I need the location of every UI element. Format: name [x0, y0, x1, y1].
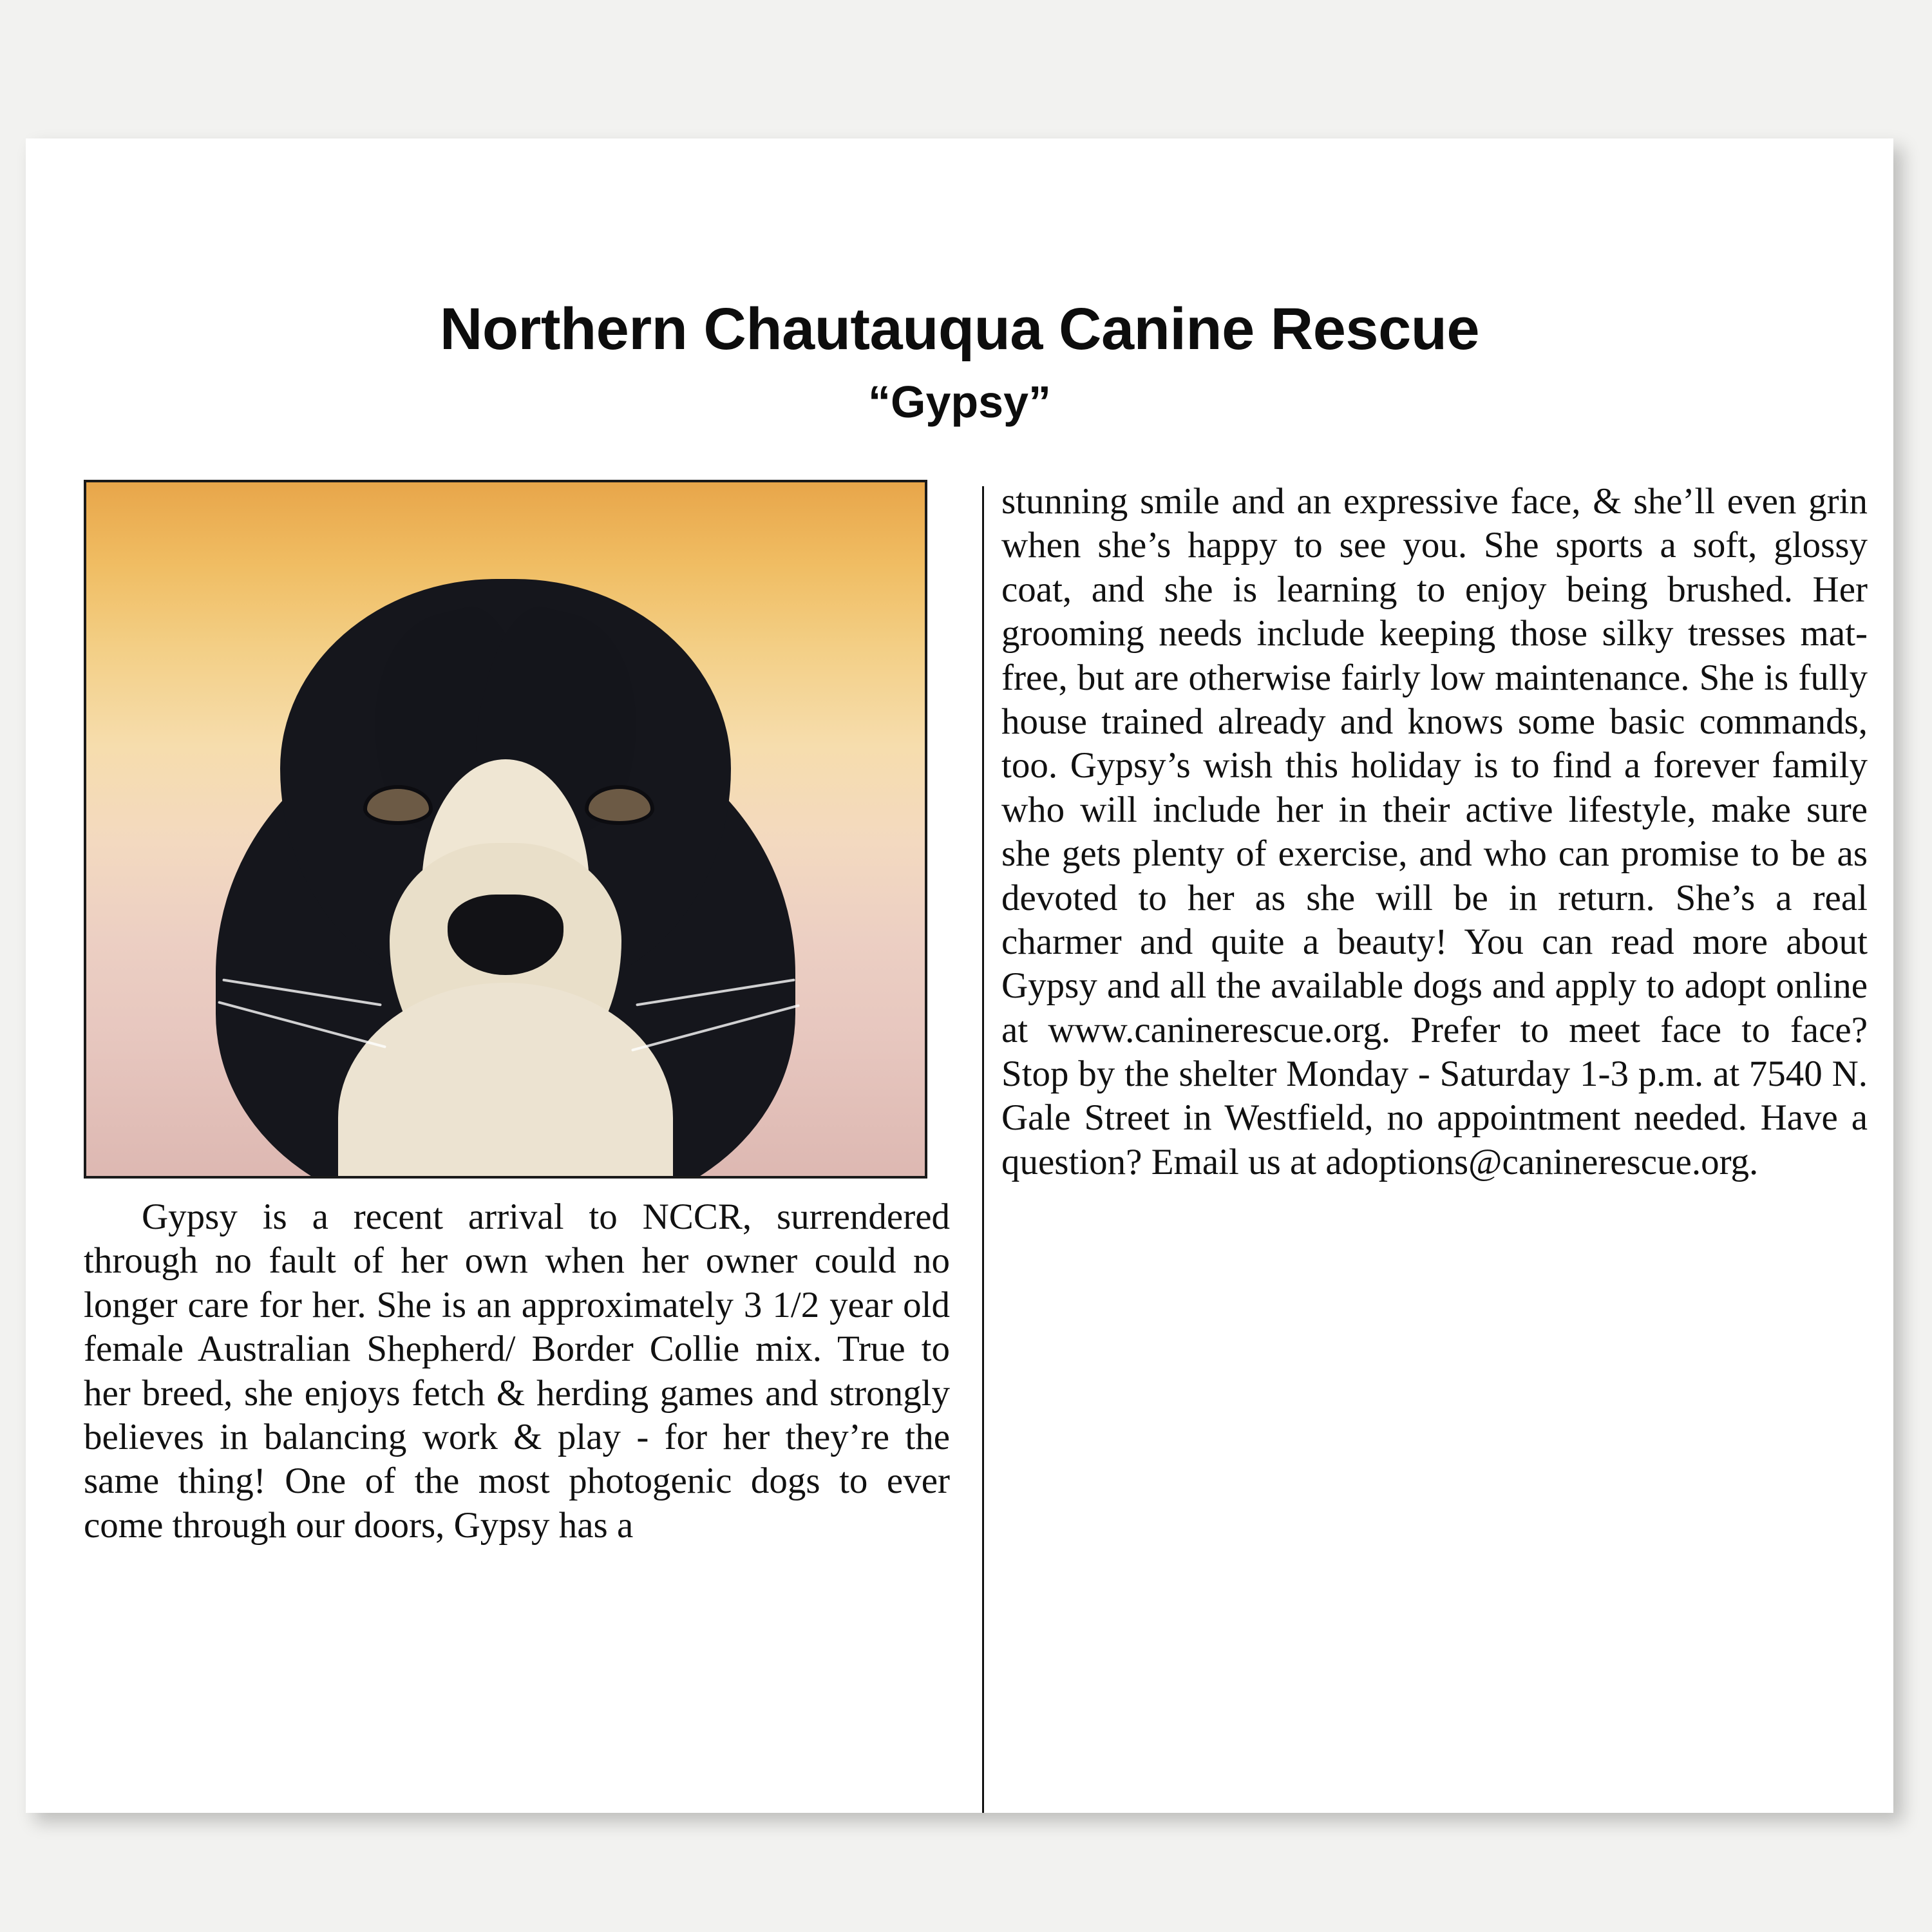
- gypsy-dog-photo: [84, 480, 927, 1179]
- article-paragraph-left: Gypsy is a recent arrival to NCCR, surrendered through no fault of her own when her owner could no longer care for her. She is an approximately 3 1/2 year old female Australian Shepherd/ Border Collie mix. True to her breed, she enjoys fetch & herding games and strongly believes in balancing work & play - for her they’re the same thing! One of the most photogenic dogs to ever come through our doors, Gypsy has a: [84, 1197, 950, 1546]
- column-divider: [982, 486, 984, 1813]
- page-title: Northern Chautauqua Canine Rescue: [439, 296, 1480, 362]
- newspaper-clipping: [26, 138, 1893, 1813]
- clipping-content: [71, 164, 1868, 1787]
- left-column: [84, 480, 950, 1584]
- article-columns: [84, 480, 1868, 1787]
- dog-name-subtitle: “Gypsy”: [868, 377, 1051, 427]
- article-paragraph-right: stunning smile and an expressive face, & she’ll even grin when she’s happy to see you. She sports a soft, glossy coat, and she is learning to enjoy being brushed. Her grooming needs include keeping those silky tresses mat-free, but are otherwise fairly low maintenance. She is fully house trained already and knows some basic commands, too. Gypsy’s wish this holiday is to find a forever family who will include her in their active lifestyle, make sure she gets plenty of exercise, and who can promise to be as devoted to her as she will be in return. She’s a real charmer and quite a beauty! You can read more about Gypsy and all the available dogs and apply to adopt online at www.caninerescue.org. Prefer to meet face to face? Stop by the shelter Monday - Saturday 1-3 p.m. at 7540 N. Gale Street in Westfield, no appointment needed. Have a question? Email us at adoptions@caninerescue.org.: [1001, 481, 1868, 1182]
- right-column: [1001, 480, 1868, 1221]
